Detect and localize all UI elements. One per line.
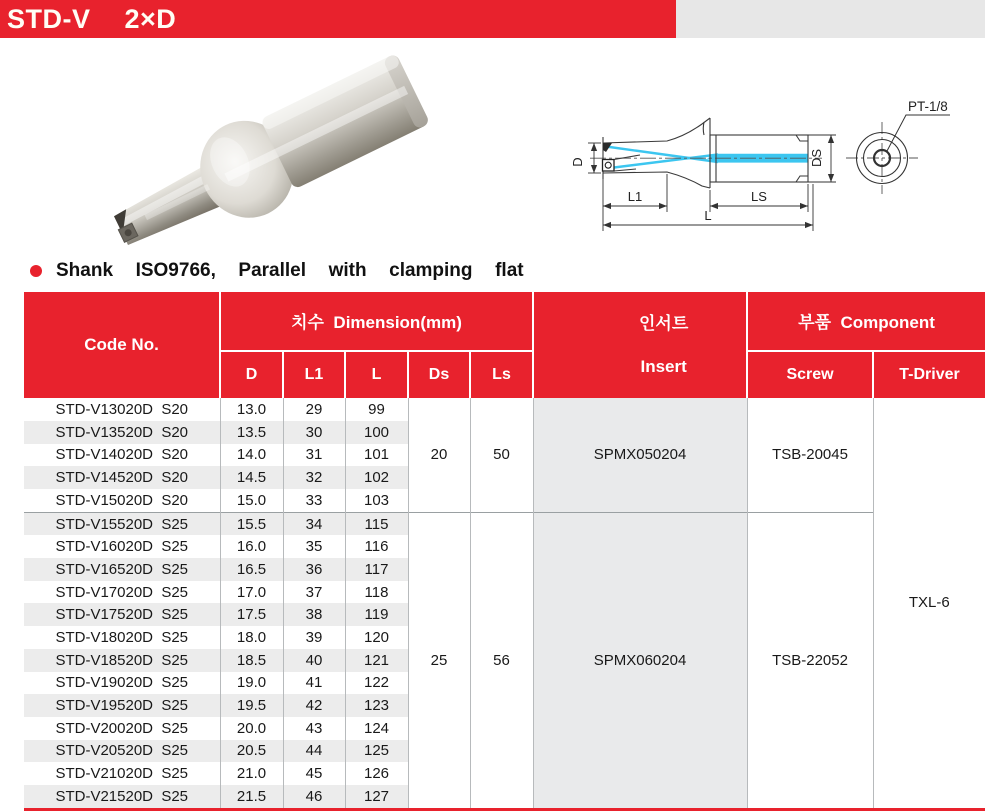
- page-title: STD-V 2×D: [7, 3, 177, 34]
- l-cell: 124: [345, 717, 408, 740]
- l1-cell: 39: [283, 626, 345, 649]
- l1-cell: 36: [283, 558, 345, 581]
- front-view: [846, 99, 950, 194]
- ds-merged-cell: 20: [408, 398, 470, 512]
- d-cell: 17.5: [220, 603, 283, 626]
- header-banner-gray: [676, 0, 985, 38]
- code-cell: STD-V14520D S20: [55, 469, 189, 487]
- l1-cell: 38: [283, 603, 345, 626]
- l-cell: 118: [345, 581, 408, 604]
- shank-note-text: Shank ISO9766, Parallel with clamping flat: [56, 260, 524, 281]
- l-cell: 103: [345, 489, 408, 512]
- code-cell: STD-V19020D S25: [55, 674, 189, 692]
- bullet-icon: [30, 265, 42, 277]
- ls-merged-cell: 50: [470, 398, 533, 512]
- tdriver-merged-cell: TXL-6: [873, 398, 985, 809]
- code-cell: STD-V19520D S25: [55, 697, 189, 715]
- screw-merged-cell: TSB-20045: [747, 398, 873, 512]
- d-cell: 21.5: [220, 785, 283, 809]
- l-cell: 116: [345, 535, 408, 558]
- d-cell: 14.5: [220, 466, 283, 489]
- dim-label-l1: L1: [627, 189, 643, 204]
- l-cell: 123: [345, 694, 408, 717]
- d-cell: 17.0: [220, 581, 283, 604]
- header-d: D: [220, 351, 283, 399]
- ds-merged-cell: 25: [408, 512, 470, 809]
- dim-label-ds: DS: [809, 148, 824, 168]
- l-cell: 119: [345, 603, 408, 626]
- l1-cell: 46: [283, 785, 345, 809]
- side-view-outline: [603, 118, 808, 188]
- d-cell: 18.5: [220, 649, 283, 672]
- l1-cell: 42: [283, 694, 345, 717]
- ls-merged-cell: 56: [470, 512, 533, 809]
- l-cell: 126: [345, 762, 408, 785]
- d-cell: 13.0: [220, 398, 283, 421]
- code-cell: STD-V13520D S20: [55, 423, 189, 441]
- d-cell: 19.5: [220, 694, 283, 717]
- code-cell: STD-V20020D S25: [55, 719, 189, 737]
- l1-cell: 43: [283, 717, 345, 740]
- l1-cell: 33: [283, 489, 345, 512]
- table-row: [24, 512, 985, 535]
- l1-cell: 30: [283, 421, 345, 444]
- code-cell: STD-V16520D S25: [55, 560, 189, 578]
- code-cell: STD-V20520D S25: [55, 742, 189, 760]
- d-cell: 14.0: [220, 444, 283, 467]
- d-cell: 21.0: [220, 762, 283, 785]
- screw-merged-cell: TSB-22052: [747, 512, 873, 809]
- header-l1: L1: [283, 351, 345, 399]
- code-cell: STD-V13020D S20: [55, 401, 189, 419]
- table-header: [24, 292, 985, 398]
- spec-table: [24, 292, 985, 811]
- l1-cell: 32: [283, 466, 345, 489]
- d-cell: 20.5: [220, 740, 283, 763]
- l1-cell: 44: [283, 740, 345, 763]
- l1-cell: 34: [283, 512, 345, 535]
- l-cell: 115: [345, 512, 408, 535]
- header-code: Code No.: [24, 292, 220, 398]
- code-cell: STD-V14020D S20: [55, 446, 189, 464]
- l1-cell: 40: [283, 649, 345, 672]
- d-cell: 20.0: [220, 717, 283, 740]
- l1-cell: 41: [283, 672, 345, 695]
- table-row: [24, 398, 985, 421]
- code-cell: STD-V17020D S25: [55, 583, 189, 601]
- pt-label: PT-1/8: [908, 99, 948, 114]
- l1-cell: 31: [283, 444, 345, 467]
- dim-label-l: L: [704, 208, 712, 223]
- d-cell: 13.5: [220, 421, 283, 444]
- header-ds: Ds: [408, 351, 470, 399]
- l-cell: 100: [345, 421, 408, 444]
- header-insert-ko: 인서트: [638, 314, 689, 334]
- l1-cell: 29: [283, 398, 345, 421]
- l-cell: 127: [345, 785, 408, 809]
- header-tdriver: T-Driver: [873, 351, 985, 399]
- coolant-channel: [606, 147, 808, 169]
- table-body: [24, 398, 985, 809]
- code-cell: STD-V15020D S20: [55, 491, 189, 509]
- header-component-group: 부품 Component: [747, 292, 985, 351]
- d-cell: 16.0: [220, 535, 283, 558]
- d-cell: 15.0: [220, 489, 283, 512]
- shank-note: [30, 258, 524, 284]
- l-cell: 121: [345, 649, 408, 672]
- l-cell: 101: [345, 444, 408, 467]
- dim-label-d: D: [570, 157, 585, 167]
- insert-merged-cell: SPMX060204: [533, 512, 747, 809]
- d-cell: 16.5: [220, 558, 283, 581]
- l-cell: 122: [345, 672, 408, 695]
- l1-cell: 37: [283, 581, 345, 604]
- d-cell: 19.0: [220, 672, 283, 695]
- d-cell: 15.5: [220, 512, 283, 535]
- header-dimension-group: 치수 Dimension(mm): [220, 292, 533, 351]
- d-cell: 18.0: [220, 626, 283, 649]
- code-cell: STD-V21020D S25: [55, 765, 189, 783]
- header-banner: [0, 0, 985, 38]
- code-cell: STD-V16020D S25: [55, 538, 189, 556]
- drill-body: [98, 44, 435, 275]
- l-cell: 120: [345, 626, 408, 649]
- header-row-groups: [24, 292, 985, 351]
- l-cell: 117: [345, 558, 408, 581]
- header-insert: [533, 292, 747, 398]
- code-cell: STD-V21520D S25: [55, 787, 189, 805]
- l-cell: 99: [345, 398, 408, 421]
- header-banner-red: [0, 0, 676, 38]
- code-cell: STD-V15520D S25: [24, 512, 220, 535]
- l-cell: 102: [345, 466, 408, 489]
- product-photo: [92, 55, 452, 260]
- technical-drawing: [570, 82, 985, 237]
- l1-cell: 35: [283, 535, 345, 558]
- code-cell: STD-V18520D S25: [55, 651, 189, 669]
- header-screw: Screw: [747, 351, 873, 399]
- insert-merged-cell: SPMX050204: [533, 398, 747, 512]
- dim-label-ls: LS: [751, 189, 767, 204]
- code-cell: STD-V17520D S25: [55, 606, 189, 624]
- header-l: L: [345, 351, 408, 399]
- header-ls: Ls: [470, 351, 533, 399]
- l-cell: 125: [345, 740, 408, 763]
- header-insert-en: Insert: [640, 356, 687, 376]
- l1-cell: 45: [283, 762, 345, 785]
- code-cell: STD-V18020D S25: [55, 628, 189, 646]
